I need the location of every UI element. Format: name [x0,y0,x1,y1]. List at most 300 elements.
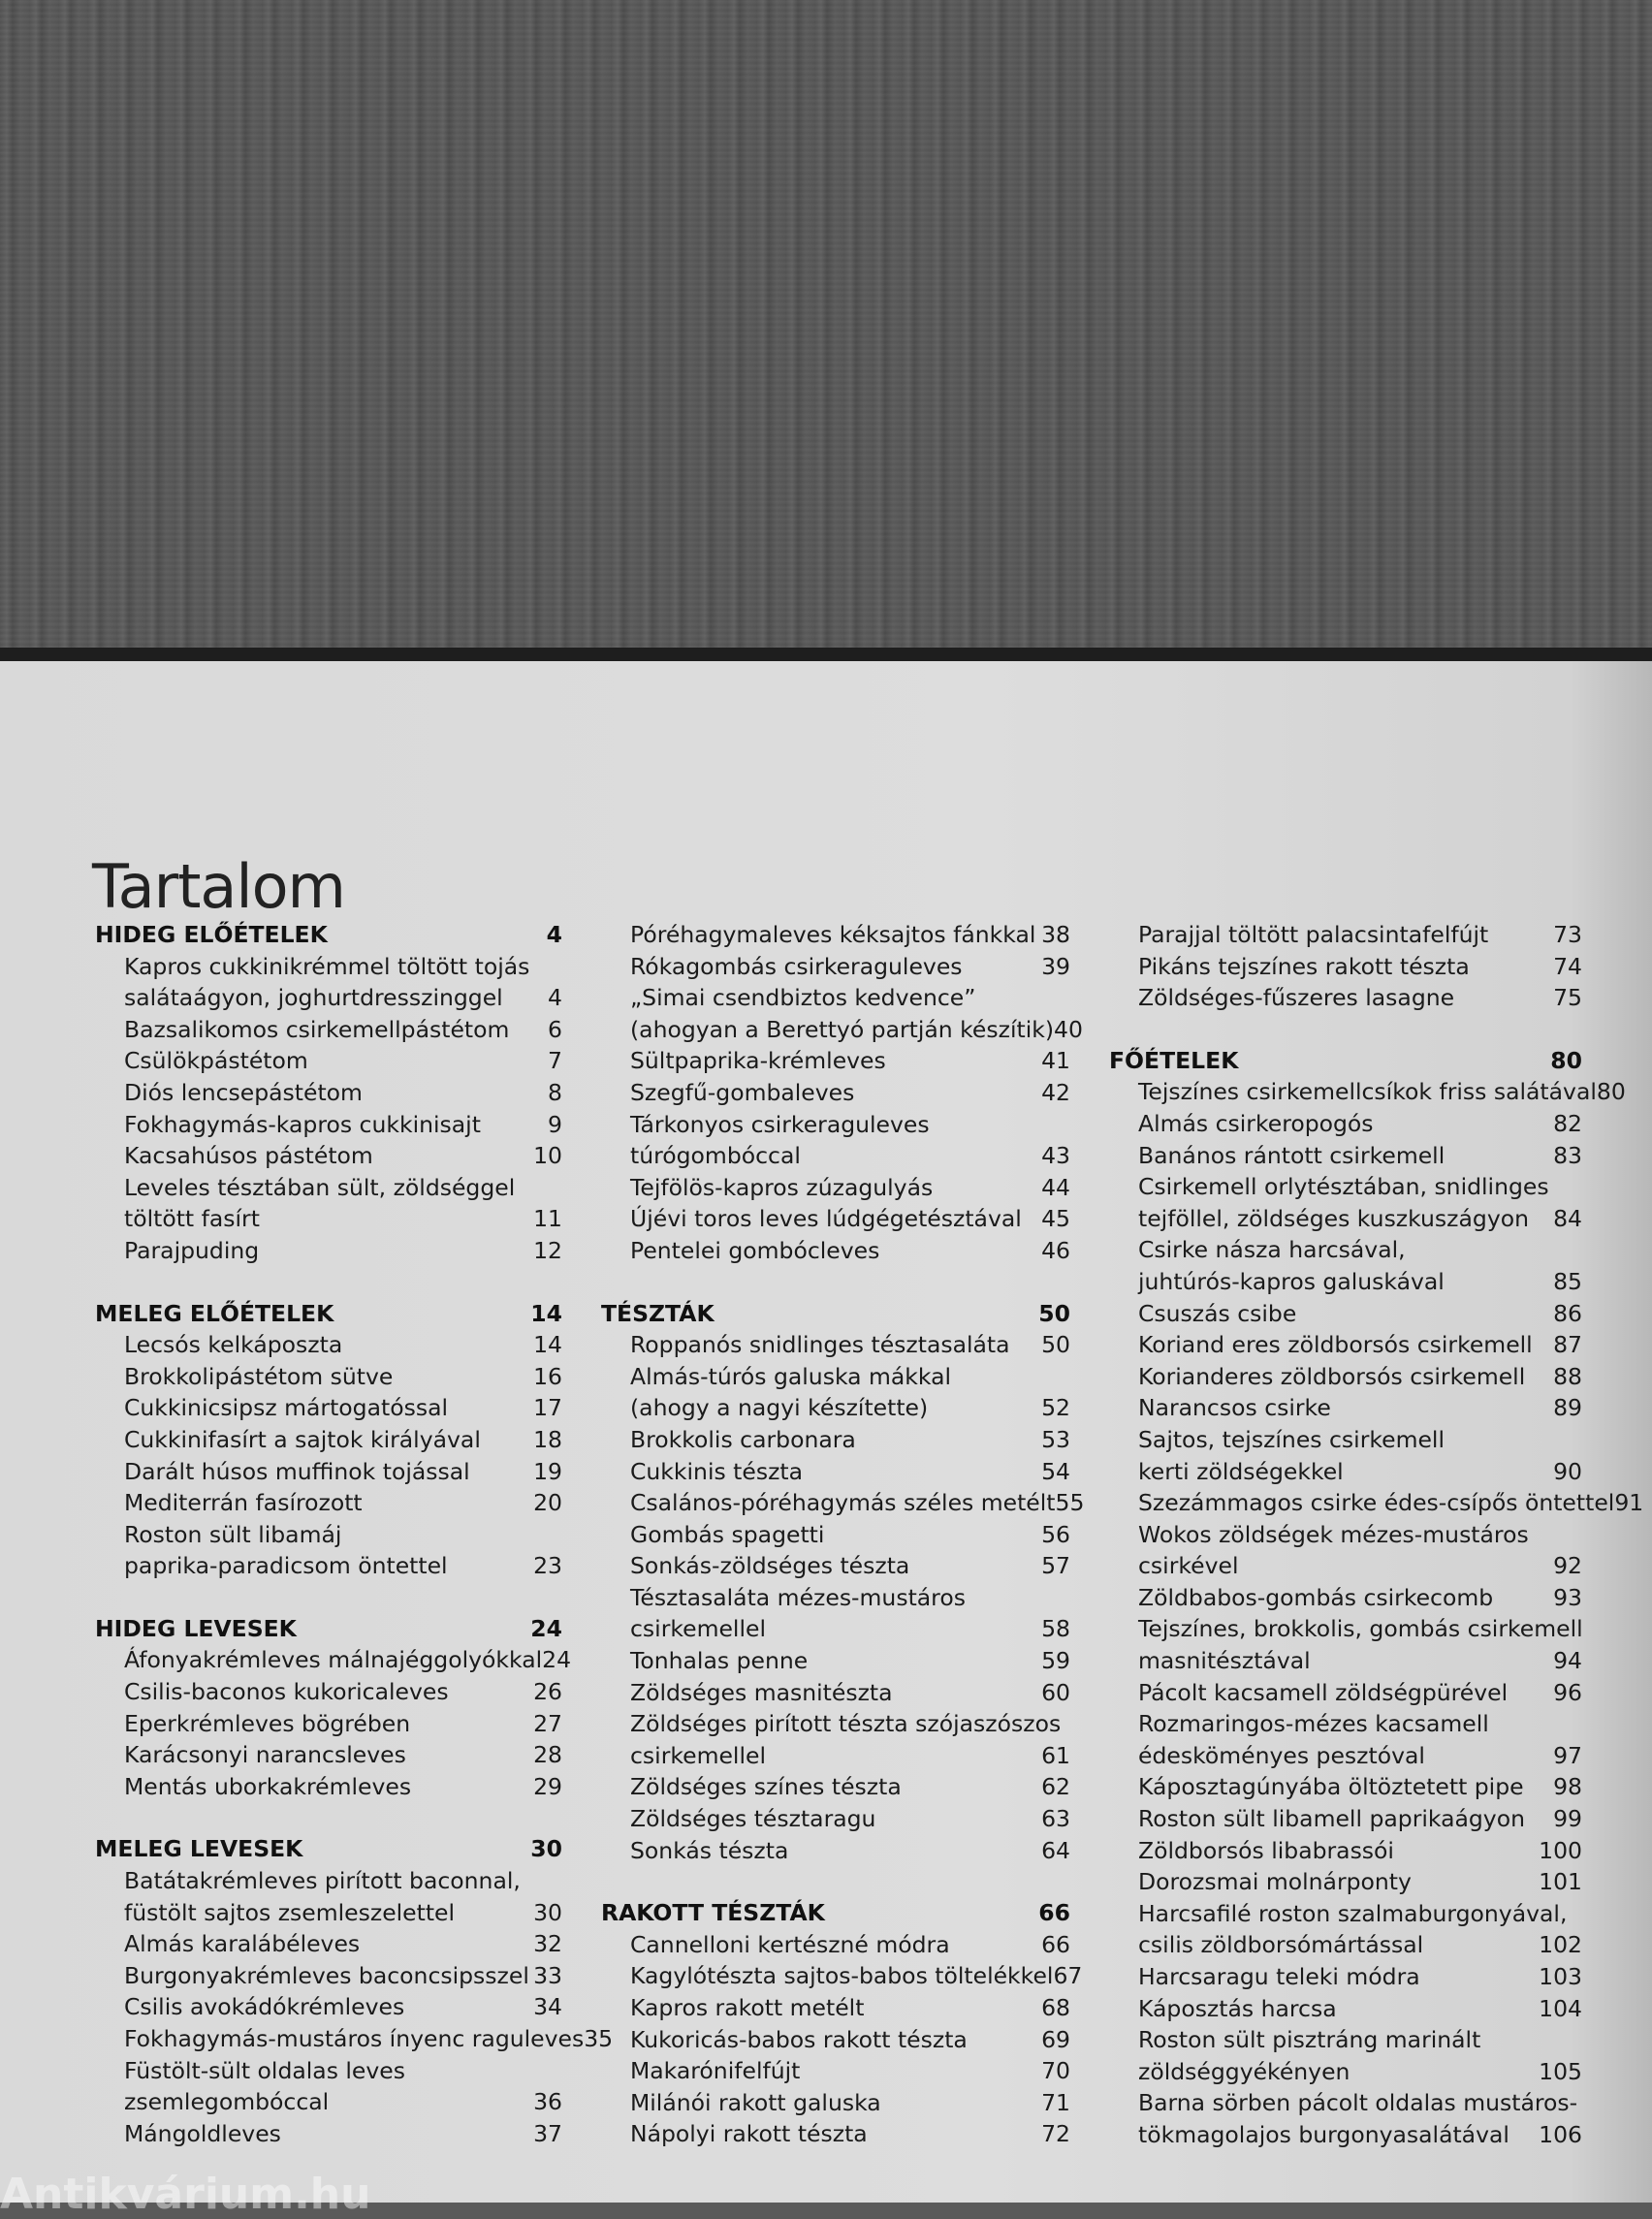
toc-entry [95,2023,614,2055]
entry-title: kerti zöldségekkel [1138,1457,1344,1485]
toc-column-1 [95,919,614,2149]
entry-title: Diós lencsepástétom [124,1078,363,1106]
entry-title: Csalános-póréhagymás széles metélt [630,1489,1056,1517]
toc-entry [95,1708,562,1740]
entry-title: Koriand eres zöldborsós csirkemell [1138,1331,1533,1359]
toc-entry [95,1519,562,1551]
entry-page-number: 64 [1041,1836,1070,1864]
entry-title: Roston sült libamáj [124,1520,342,1548]
entry-title: Narancsos csirke [1138,1394,1331,1422]
toc-entry [601,1677,1070,1709]
entry-title: Korianderes zöldborsós csirkemell [1138,1362,1526,1390]
entry-page-number: 53 [1041,1425,1070,1453]
entry-page-number: 91 [1614,1489,1644,1517]
toc-entry [1109,1108,1582,1140]
entry-page-number: 35 [584,2025,614,2052]
entry-title: Csuszás csibe [1138,1299,1297,1327]
toc-entry [1109,1803,1582,1835]
toc-entry [1109,1456,1582,1488]
toc-entry [1109,1613,1582,1645]
entry-title: Csülökpástétom [124,1047,308,1075]
section-title: TÉSZTÁK [601,1299,715,1327]
entry-title: Karácsonyi narancsleves [124,1741,406,1769]
entry-title: Újévi toros leves lúdgégetésztával [630,1205,1022,1233]
entry-title: Fokhagymás-mustáros ínyenc raguleves [124,2025,585,2052]
toc-section [95,919,562,1267]
entry-title: Káposztás harcsa [1138,1994,1337,2022]
entry-page-number: 72 [1041,2120,1070,2148]
entry-title: Zöldséges színes tészta [630,1773,902,1801]
toc-entry [95,1392,562,1424]
toc-entry [95,1739,562,1771]
toc-entry [1109,1329,1582,1361]
toc-entry [95,1991,562,2023]
entry-title: Brokkolis carbonara [630,1425,856,1453]
toc-entry [1109,951,1582,983]
entry-page-number: 86 [1553,1299,1582,1327]
entry-title: Eperkrémleves bögrében [124,1709,411,1737]
toc-entry [1109,982,1582,1014]
entry-title: (ahogyan a Berettyó partján készítik) [630,1015,1055,1043]
toc-entry [601,951,1070,983]
entry-title: Tejfölös-kapros zúzagulyás [630,1173,934,1201]
entry-title: zöldséggyékényen [1138,2057,1350,2085]
entry-page-number: 90 [1553,1457,1582,1485]
toc-entry [95,1235,562,1267]
entry-page-number: 88 [1553,1362,1582,1390]
entry-title: Füstölt-sült oldalas leves [124,2056,405,2084]
entry-page-number: 71 [1041,2088,1070,2116]
section-page-number: 30 [530,1835,562,1863]
entry-title: Roppanós snidlinges tésztasaláta [630,1331,1010,1359]
entry-title: Tonhalas penne [630,1647,809,1675]
toc-entry [1109,1771,1582,1803]
entry-page-number: 63 [1041,1805,1070,1833]
section-title: RAKOTT TÉSZTÁK [601,1899,825,1927]
toc-entry [601,1960,1083,1992]
entry-page-number: 52 [1041,1394,1070,1422]
entry-page-number: 26 [533,1678,562,1706]
entry-title: Pácolt kacsamell zöldségpürével [1138,1678,1509,1706]
toc-entry [95,1928,562,1960]
entry-title: (ahogy a nagyi készítette) [630,1394,929,1422]
entry-page-number: 75 [1553,984,1582,1012]
toc-entry [601,982,1070,1014]
entry-page-number: 59 [1041,1647,1070,1675]
entry-page-number: 54 [1041,1457,1070,1485]
toc-entry [95,1456,562,1488]
entry-title: Zöldséges masnitészta [630,1678,893,1706]
toc-section [601,919,1083,1267]
toc-entry [95,1172,562,1204]
entry-page-number: 44 [1041,1173,1070,1201]
entry-page-number: 34 [533,1993,562,2021]
entry-page-number: 18 [533,1425,562,1453]
entry-page-number: 27 [533,1709,562,1737]
toc-entry [601,1456,1070,1488]
toc-entry [601,1392,1070,1424]
entry-page-number: 83 [1553,1141,1582,1169]
toc-entry [95,1644,572,1676]
entry-title: Leveles tésztában sült, zöldséggel [124,1173,516,1201]
entry-page-number: 106 [1539,2120,1582,2148]
entry-page-number: 57 [1041,1552,1070,1580]
section-title: MELEG LEVESEK [95,1835,303,1863]
entry-title: Almás karalábéleves [124,1930,361,1958]
entry-title: Mediterrán fasírozott [124,1489,363,1517]
entry-title: salátaágyon, joghurtdresszinggel [124,984,503,1012]
entry-title: „Simai csendbiztos kedvence” [630,984,976,1012]
entry-title: Tejszínes, brokkolis, gombás csirkemell [1138,1615,1583,1643]
toc-entry [95,1771,562,1803]
section-heading [601,1897,1070,1929]
toc-entry [601,1740,1070,1772]
entry-title: tejföllel, zöldséges kuszkuszágyon [1138,1204,1529,1232]
toc-entry [1109,1076,1626,1108]
entry-title: Kagylótészta sajtos-babos töltelékkel [630,1962,1054,1990]
entry-title: Banános rántott csirkemell [1138,1141,1446,1169]
entry-page-number: 99 [1553,1805,1582,1833]
toc-entry [601,1329,1070,1361]
toc-entry [1109,1898,1582,1930]
toc-entry [601,1235,1070,1267]
entry-page-number: 32 [533,1930,562,1958]
entry-title: Zöldbabos-gombás csirkecomb [1138,1583,1494,1611]
entry-title: Cannelloni kertészné módra [630,1930,950,1958]
toc-entry [601,1077,1070,1109]
toc-entry [1109,1740,1582,1772]
toc-entry [1109,1993,1582,2025]
entry-page-number: 89 [1553,1394,1582,1422]
entry-page-number: 97 [1553,1741,1582,1769]
entry-title: Kapros rakott metélt [630,1994,865,2021]
entry-title: Tárkonyos csirkeraguleves [630,1110,930,1138]
toc-entry [95,2118,562,2150]
toc-entry [95,1014,562,1046]
entry-page-number: 92 [1553,1552,1582,1580]
entry-page-number: 4 [548,984,562,1012]
entry-title: Roston sült pisztráng marinált [1138,2026,1481,2054]
toc-section [95,1298,562,1582]
entry-page-number: 68 [1041,1994,1070,2021]
entry-page-number: 62 [1041,1773,1070,1801]
section-heading [95,1833,562,1865]
toc-entry [601,1835,1070,1867]
toc-entry [601,1803,1070,1835]
toc-entry [1109,1708,1582,1740]
entry-title: Barna sörben pácolt oldalas mustáros- [1138,2089,1578,2117]
entry-title: Dorozsmai molnárponty [1138,1868,1412,1896]
entry-page-number: 29 [533,1772,562,1800]
section-heading [95,1298,562,1330]
entry-page-number: 101 [1539,1868,1582,1896]
entry-title: Milánói rakott galuska [630,2088,881,2116]
entry-title: füstölt sajtos zsemleszelettel [124,1898,456,1926]
entry-title: csirkével [1138,1552,1239,1580]
toc-entry [1109,2119,1582,2151]
toc-entry [95,1487,562,1519]
section-title: MELEG ELŐÉTELEK [95,1299,334,1327]
entry-title: Szegfű-gombaleves [630,1078,855,1106]
entry-title: Cukkinis tészta [630,1457,804,1485]
entry-page-number: 87 [1553,1331,1582,1359]
toc-entry [601,1582,1070,1614]
entry-page-number: 6 [548,1015,562,1043]
entry-title: Rozmaringos-mézes kacsamell [1138,1710,1489,1738]
toc-entry [1109,1298,1582,1330]
entry-title: Cukkinifasírt a sajtok királyával [124,1425,481,1453]
toc-entry [1109,1361,1582,1393]
entry-page-number: 20 [533,1489,562,1517]
entry-title: Sültpaprika-krémleves [630,1047,886,1075]
toc-entry [601,1172,1070,1204]
entry-title: Sonkás-zöldséges tészta [630,1552,910,1580]
toc-entry [601,1613,1070,1645]
entry-page-number: 43 [1041,1142,1070,1170]
entry-title: Gombás spagetti [630,1520,825,1548]
entry-page-number: 61 [1041,1741,1070,1769]
entry-title: Parajjal töltött palacsintafelfújt [1138,921,1489,948]
toc-column-2 [601,919,1085,2150]
toc-entry [95,1203,562,1235]
entry-page-number: 84 [1553,1204,1582,1232]
section-heading [95,1613,562,1645]
entry-page-number: 103 [1539,1963,1582,1990]
entry-page-number: 55 [1055,1489,1085,1517]
toc-section [1109,919,1582,1014]
entry-title: masnitésztával [1138,1647,1311,1675]
toc-entry [601,2055,1070,2087]
section-page-number: 50 [1038,1299,1070,1327]
toc-entry [95,2055,562,2087]
watermark: Antikvárium.hu [0,2170,371,2219]
entry-title: Cukkinicsipsz mártogatóssal [124,1394,449,1422]
section-page-number: 24 [530,1614,562,1642]
toc-entry [1109,1203,1582,1235]
entry-page-number: 37 [533,2119,562,2147]
entry-page-number: 85 [1553,1267,1582,1295]
toc-entry [601,1361,1070,1393]
wooden-background [0,0,1652,659]
toc-entry [601,1645,1070,1677]
entry-page-number: 9 [548,1110,562,1138]
toc-entry [1109,1961,1582,1993]
entry-title: Pikáns tejszínes rakott tészta [1138,952,1470,980]
entry-title: Burgonyakrémleves baconcsipsszel [124,1961,529,1989]
toc-entry [601,1992,1070,2024]
entry-page-number: 69 [1041,2025,1070,2053]
toc-entry [1109,1234,1582,1266]
entry-page-number: 50 [1041,1331,1070,1359]
toc-entry [1109,1645,1582,1677]
entry-title: Tejszínes csirkemellcsíkok friss salátával [1138,1078,1597,1106]
entry-title: töltött fasírt [124,1205,260,1233]
entry-title: Zöldséges tésztaragu [630,1805,876,1833]
entry-title: Csilis-baconos kukoricaleves [124,1678,449,1706]
entry-page-number: 23 [533,1552,562,1580]
toc-entry [1109,1582,1582,1614]
entry-page-number: 102 [1539,1931,1582,1959]
entry-title: Mángoldleves [124,2119,281,2147]
toc-entry [601,1109,1070,1141]
toc-entry [1109,1140,1582,1172]
toc-entry [601,1045,1070,1077]
toc-entry [95,1550,562,1582]
entry-page-number: 30 [533,1898,562,1926]
entry-page-number: 73 [1553,921,1582,948]
toc-entry [1109,2087,1582,2119]
entry-page-number: 96 [1553,1678,1582,1706]
entry-page-number: 7 [548,1047,562,1075]
toc-entry [95,1045,562,1077]
toc-entry [1109,1835,1582,1867]
toc-entry [601,1708,1070,1740]
entry-title: Zöldséges-fűszeres lasagne [1138,984,1455,1012]
section-heading [601,1298,1070,1330]
toc-entry [95,982,562,1014]
entry-title: Almás csirkeropogós [1138,1109,1374,1137]
toc-entry [1109,2056,1582,2088]
entry-title: Csirke násza harcsával, [1138,1236,1406,1264]
section-page-number: 4 [546,921,562,948]
section-title: FŐÉTELEK [1109,1046,1239,1074]
toc-entry [1109,2024,1582,2056]
entry-title: csirkemellel [630,1615,766,1643]
section-page-number: 66 [1038,1899,1070,1927]
page-title: Tartalom [92,850,345,922]
entry-title: Sajtos, tejszínes csirkemell [1138,1425,1445,1453]
entry-title: Zöldborsós libabrassói [1138,1836,1394,1864]
entry-page-number: 66 [1041,1930,1070,1958]
entry-page-number: 24 [542,1646,572,1674]
entry-title: Áfonyakrémleves málnajéggolyókkal [124,1646,543,1674]
toc-entry [95,1109,562,1141]
entry-page-number: 41 [1041,1047,1070,1075]
entry-title: Harcsaragu teleki módra [1138,1963,1420,1990]
toc-section [95,1613,572,1803]
entry-title: Parajpuding [124,1236,260,1264]
entry-title: Kacsahúsos pástétom [124,1142,373,1170]
entry-page-number: 74 [1553,952,1582,980]
entry-page-number: 42 [1041,1078,1070,1106]
entry-page-number: 8 [548,1078,562,1106]
entry-title: Káposztagúnyába öltöztetett pipe [1138,1773,1524,1801]
entry-page-number: 60 [1041,1678,1070,1706]
entry-page-number: 38 [1041,921,1070,948]
entry-page-number: 10 [533,1142,562,1170]
section-title: HIDEG ELŐÉTELEK [95,921,328,948]
entry-page-number: 100 [1539,1836,1582,1864]
section-page-number: 80 [1550,1046,1582,1074]
entry-page-number: 105 [1539,2057,1582,2085]
toc-entry [95,951,562,983]
entry-page-number: 45 [1041,1205,1070,1233]
section-heading [95,919,562,951]
entry-title: paprika-paradicsom öntettel [124,1552,448,1580]
toc-entry [1109,1266,1582,1298]
entry-title: Wokos zöldségek mézes-mustáros [1138,1520,1529,1548]
toc-entry [1109,1929,1582,1961]
toc-entry [95,1361,562,1393]
toc-entry [601,1140,1070,1172]
entry-page-number: 16 [533,1362,562,1390]
entry-title: Csirkemell orlytésztában, snidlinges [1138,1173,1549,1201]
entry-page-number: 70 [1041,2057,1070,2085]
entry-page-number: 14 [533,1331,562,1359]
entry-page-number: 80 [1596,1078,1626,1106]
toc-entry [601,1771,1070,1803]
entry-title: édesköményes pesztóval [1138,1741,1425,1769]
toc-entry [95,1329,562,1361]
toc-entry [601,1550,1070,1582]
toc-entry [95,1140,562,1172]
toc-entry [601,2024,1070,2056]
toc-entry [95,2086,562,2118]
entry-title: Roston sült libamell paprikaágyon [1138,1805,1525,1833]
toc-entry [601,1014,1083,1046]
entry-title: Bazsalikomos csirkemellpástétom [124,1015,510,1043]
section-title: HIDEG LEVESEK [95,1614,297,1642]
toc-entry [1109,1866,1582,1898]
entry-page-number: 12 [533,1236,562,1264]
toc-entry [1109,1487,1644,1519]
toc-entry [601,1424,1070,1456]
entry-page-number: 67 [1053,1962,1083,1990]
entry-page-number: 98 [1553,1773,1582,1801]
entry-title: Kukoricás-babos rakott tészta [630,2025,968,2053]
toc-entry [95,1897,562,1929]
entry-title: Darált húsos muffinok tojással [124,1457,470,1485]
entry-title: zsemlegombóccal [124,2088,330,2116]
toc-entry [601,2118,1070,2150]
section-heading [1109,1045,1582,1077]
toc-entry [1109,1677,1582,1709]
entry-page-number: 28 [533,1741,562,1769]
entry-page-number: 94 [1553,1647,1582,1675]
toc-entry [601,1487,1085,1519]
entry-page-number: 82 [1553,1109,1582,1137]
entry-title: juhtúrós-kapros galuskával [1138,1267,1445,1295]
entry-page-number: 40 [1054,1015,1083,1043]
toc-section [1109,1045,1644,2151]
toc-entry [601,2087,1070,2119]
toc-section [601,1897,1083,2150]
entry-page-number: 11 [533,1205,562,1233]
entry-title: Mentás uborkakrémleves [124,1772,412,1800]
toc-entry [95,1865,562,1897]
toc-entry [1109,1424,1582,1456]
toc-entry [1109,919,1582,951]
entry-page-number: 33 [533,1961,562,1989]
entry-title: Sonkás tészta [630,1836,789,1864]
entry-title: Tésztasaláta mézes-mustáros [630,1583,966,1611]
entry-title: tökmagolajos burgonyasalátával [1138,2120,1509,2148]
entry-page-number: 58 [1041,1615,1070,1643]
toc-section [601,1298,1085,1867]
toc-section [95,1833,614,2149]
entry-title: Kapros cukkinikrémmel töltött tojás [124,952,530,980]
toc-entry [95,1077,562,1109]
toc-entry [95,1960,562,1992]
toc-entry [601,1929,1070,1961]
entry-title: Rókagombás csirkeraguleves [630,952,963,980]
entry-title: Szezámmagos csirke édes-csípős öntettel [1138,1489,1615,1517]
entry-page-number: 46 [1041,1236,1070,1264]
entry-page-number: 39 [1041,952,1070,980]
toc-entry [601,1519,1070,1551]
entry-title: csilis zöldborsómártással [1138,1931,1424,1959]
entry-title: Zöldséges pirított tészta szójaszószos [630,1710,1062,1738]
